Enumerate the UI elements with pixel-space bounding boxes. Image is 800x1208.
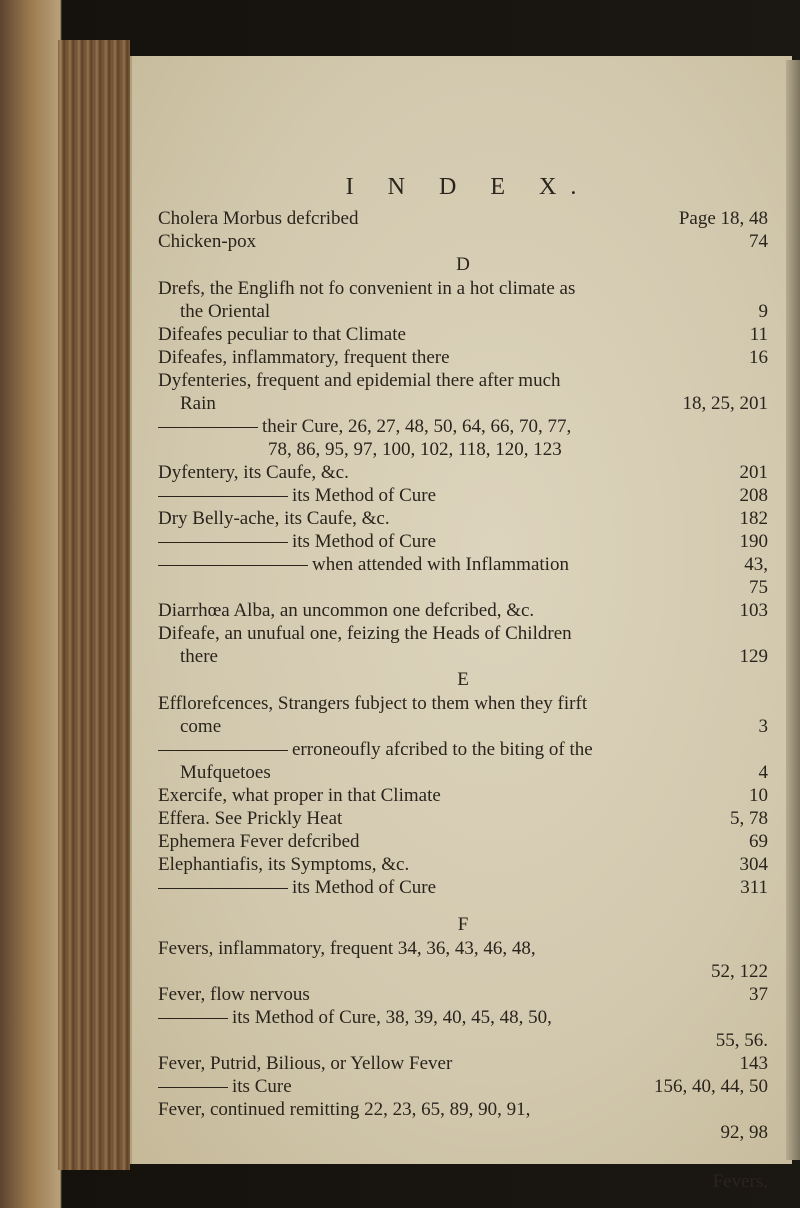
entry-page: 182	[739, 508, 768, 529]
ditto-dash	[158, 888, 288, 889]
entry-text: when attended with Inflammation	[312, 554, 569, 575]
entry-line	[158, 346, 768, 369]
entry-page: 55, 56.	[715, 1030, 768, 1051]
entry-line	[158, 853, 768, 876]
entry-text: Fever, continued remitting 22, 23, 65, 89, 90, 91,	[158, 1099, 531, 1120]
entry-line	[158, 715, 768, 738]
entry-text: Difeafe, an unufual one, feizing the Heads of Children	[158, 623, 572, 644]
entry-page: 4	[758, 762, 768, 783]
index-content	[158, 170, 768, 1193]
entry-line	[158, 622, 768, 645]
entry-page: 103	[739, 600, 768, 621]
entry-chicken-pox	[158, 230, 768, 253]
index-title: I N D E X.	[345, 174, 591, 200]
entry-line	[158, 1075, 768, 1098]
entry-page: 143	[739, 1053, 768, 1074]
entry-page: 37	[749, 984, 768, 1005]
page-right-edge	[786, 60, 800, 1160]
entry-text: its Cure	[232, 1076, 292, 1097]
entry-text: Fevers, inflammatory, frequent 34, 36, 43, 46, 48,	[158, 938, 536, 959]
entry-text: Exercife, what proper in that Climate	[158, 785, 441, 806]
entry-text: come	[180, 716, 222, 737]
entry-text: Fever, flow nervous	[158, 984, 310, 1005]
book-spine-edge	[58, 40, 130, 1170]
ditto-dash	[158, 565, 308, 566]
entry-line	[158, 1098, 768, 1121]
entry-line	[158, 461, 768, 484]
entry-cholera	[158, 207, 768, 230]
ditto-dash	[158, 427, 258, 428]
entry-line	[158, 807, 768, 830]
entry-page: 9	[758, 301, 768, 322]
entry-text: there	[180, 646, 218, 667]
entry-text: Cholera Morbus defcribed	[158, 208, 359, 229]
catchword: Fevers,	[712, 1171, 768, 1192]
entry-text: 78, 86, 95, 97, 100, 102, 118, 120, 123	[268, 439, 562, 460]
entry-line	[158, 415, 768, 438]
entry-line	[158, 784, 768, 807]
entry-line	[158, 323, 768, 346]
entry-line	[158, 300, 768, 323]
ditto-dash	[158, 1087, 228, 1088]
entry-line	[158, 1006, 768, 1029]
entry-page: 16	[749, 347, 768, 368]
entry-page: 156, 40, 44, 50	[654, 1076, 768, 1097]
entry-text: Difeafes peculiar to that Climate	[158, 324, 406, 345]
entry-text: its Method of Cure	[292, 877, 437, 898]
section-letter-f: F	[457, 914, 469, 935]
ditto-dash	[158, 750, 288, 751]
entry-page: 43,	[744, 554, 768, 575]
entry-page: 208	[739, 485, 768, 506]
entry-text: Effera. See Prickly Heat	[158, 808, 343, 829]
entry-line	[158, 876, 768, 899]
entry-line	[158, 484, 768, 507]
entry-text: Dyfentery, its Caufe, &c.	[158, 462, 349, 483]
entry-line	[158, 983, 768, 1006]
entry-page: 74	[749, 231, 768, 252]
entry-text: erroneoufly afcribed to the biting of the	[292, 739, 593, 760]
entry-page: Page 18, 48	[678, 208, 768, 229]
entry-text: its Method of Cure, 38, 39, 40, 45, 48, 50,	[232, 1007, 552, 1028]
ditto-dash	[158, 542, 288, 543]
entry-text: Mufquetoes	[180, 762, 271, 783]
entry-line	[158, 645, 768, 668]
entry-page: 75	[749, 577, 768, 598]
entry-page: 11	[749, 324, 768, 345]
ditto-dash	[158, 1018, 228, 1019]
entry-text: Ephemera Fever defcribed	[158, 831, 360, 852]
entry-line	[158, 937, 768, 960]
entry-line	[158, 738, 768, 761]
entry-line	[158, 761, 768, 784]
entry-line	[158, 530, 768, 553]
entry-line	[158, 830, 768, 853]
entry-line	[158, 277, 768, 300]
entry-text: Elephantiafis, its Symptoms, &c.	[158, 854, 410, 875]
entry-text: Efflorefcences, Strangers fubject to them when they firft	[158, 693, 588, 714]
entry-page: 69	[749, 831, 768, 852]
entry-page: 311	[740, 877, 768, 898]
entry-page: 92, 98	[720, 1122, 768, 1143]
entry-page: 10	[749, 785, 768, 806]
entry-text: their Cure, 26, 27, 48, 50, 64, 66, 70, 77,	[262, 416, 572, 437]
entry-text: Drefs, the Englifh not fo convenient in a hot climate as	[158, 278, 576, 299]
entry-page: 52, 122	[711, 961, 768, 982]
entry-text: Dry Belly-ache, its Caufe, &c.	[158, 508, 390, 529]
entry-page: 129	[739, 646, 768, 667]
entry-page: 5, 78	[730, 808, 768, 829]
entry-line	[158, 369, 768, 392]
entry-text: its Method of Cure	[292, 531, 437, 552]
entry-line	[158, 692, 768, 715]
entry-page: 18, 25, 201	[682, 393, 768, 414]
entry-text: the Oriental	[180, 301, 271, 322]
entry-line	[158, 553, 768, 576]
entry-line	[158, 507, 768, 530]
entry-line	[158, 392, 768, 415]
entry-text: its Method of Cure	[292, 485, 437, 506]
entry-text: Dyfenteries, frequent and epidemial there after much	[158, 370, 561, 391]
entry-line	[158, 1052, 768, 1075]
entry-text: Rain	[180, 393, 216, 414]
entry-text: Diarrhœa Alba, an uncommon one defcribed, &c.	[158, 600, 535, 621]
section-letter-e: E	[457, 669, 469, 690]
entry-text: Difeafes, inflammatory, frequent there	[158, 347, 450, 368]
entry-page: 304	[739, 854, 768, 875]
ditto-dash	[158, 496, 288, 497]
entry-text: Fever, Putrid, Bilious, or Yellow Fever	[158, 1053, 453, 1074]
entry-line	[158, 599, 768, 622]
section-letter-d: D	[456, 254, 470, 275]
entry-text: Chicken-pox	[158, 231, 257, 252]
entry-line	[158, 438, 768, 461]
entry-page: 201	[739, 462, 768, 483]
entry-page: 190	[739, 531, 768, 552]
entry-page: 3	[758, 716, 768, 737]
